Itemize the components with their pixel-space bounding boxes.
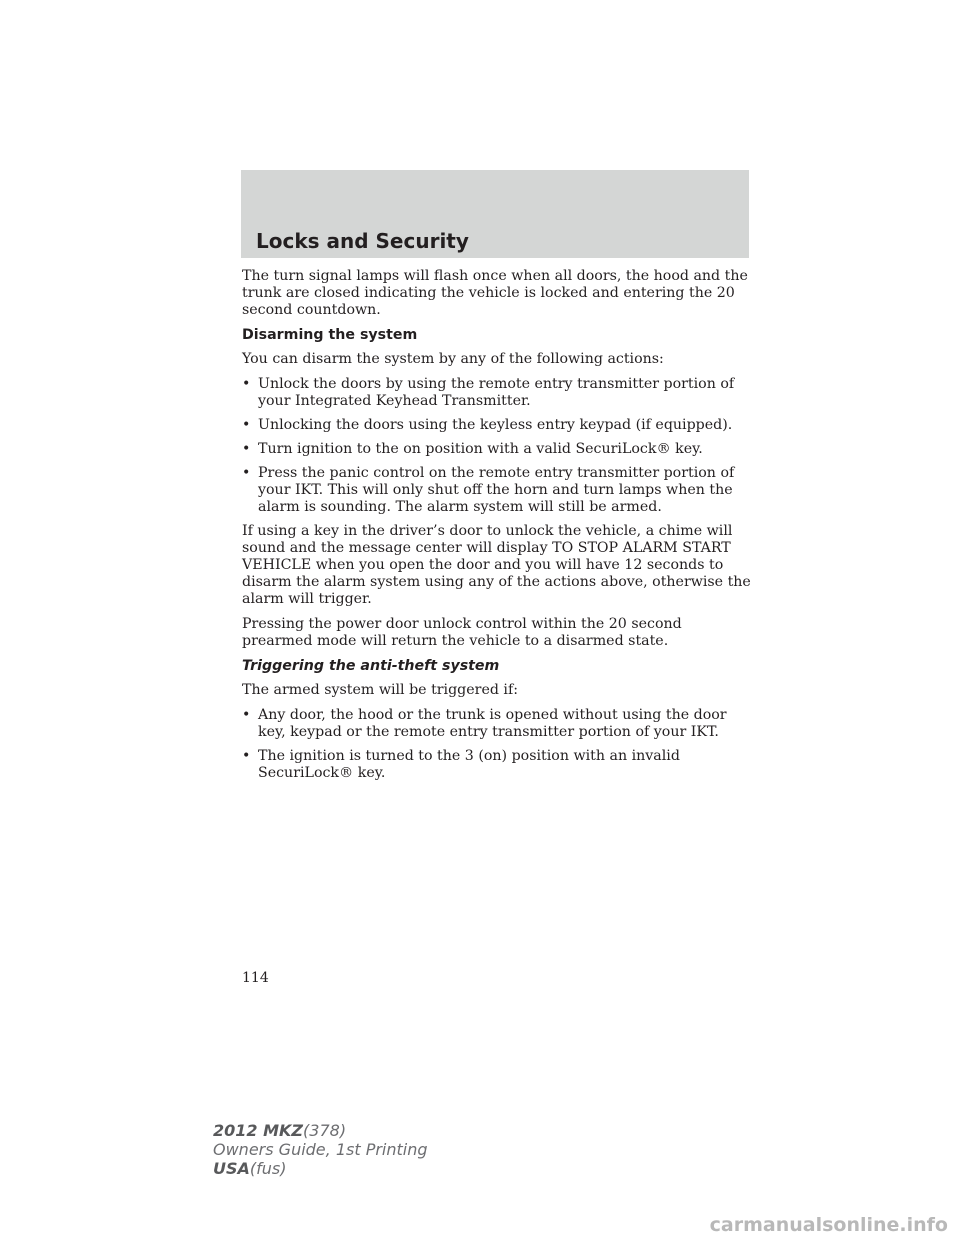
footer-line-1 bbox=[213, 1121, 428, 1140]
footer-line-2: Owners Guide, 1st Printing bbox=[213, 1140, 428, 1159]
footer-market: USA bbox=[213, 1159, 250, 1178]
disarm-bullet-text: Unlock the doors by using the remote entry transmitter portion of your Integrated Keyhead Transmitter. bbox=[258, 376, 735, 409]
footer-line-3 bbox=[213, 1159, 428, 1178]
print-footer bbox=[213, 1121, 428, 1178]
disarm-bullet-text: Press the panic control on the remote entry transmitter portion of your IKT. This will only shut off the horn and turn lamps when the alarm is sounding. The alarm system will still be armed. bbox=[258, 465, 735, 515]
trigger-bullet-item bbox=[242, 748, 754, 782]
footer-model: 2012 MKZ bbox=[213, 1121, 304, 1140]
disarm-heading: Disarming the system bbox=[242, 327, 418, 343]
bullet-icon: • bbox=[242, 441, 251, 457]
bullet-icon: • bbox=[242, 748, 251, 764]
disarm-bullet-item bbox=[242, 441, 754, 458]
page-content bbox=[242, 268, 754, 789]
disarm-bullet-text: Unlocking the doors using the keyless entry keypad (if equipped). bbox=[258, 417, 733, 433]
trigger-bullet-text: Any door, the hood or the trunk is opened without using the door key, keypad or the remote entry transmitter portion of your IKT. bbox=[258, 707, 727, 740]
page-number: 114 bbox=[242, 970, 269, 986]
bullet-icon: • bbox=[242, 465, 251, 481]
disarm-bullet-text: Turn ignition to the on position with a valid SecuriLock® key. bbox=[258, 441, 703, 457]
intro-paragraph: The turn signal lamps will flash once when all doors, the hood and the trunk are closed indicating the vehicle is locked and entering the 20 second countdown. bbox=[242, 268, 748, 318]
disarm-bullet-item bbox=[242, 376, 754, 410]
trigger-intro: The armed system will be triggered if: bbox=[242, 682, 518, 698]
bullet-icon: • bbox=[242, 417, 251, 433]
footer-market-code: (fus) bbox=[249, 1159, 287, 1178]
section-header-band bbox=[241, 170, 749, 258]
disarm-bullet-item bbox=[242, 417, 754, 434]
footer-model-code: (378) bbox=[303, 1121, 347, 1140]
key-paragraph: If using a key in the driver’s door to unlock the vehicle, a chime will sound and the message center will display TO STOP ALARM START VEHICLE when you open the door and you will have 12 seconds to disarm the alarm system using any of the actions above, otherwise the alarm will trigger. bbox=[242, 523, 751, 607]
disarm-intro: You can disarm the system by any of the following actions: bbox=[242, 351, 664, 367]
trigger-bullet-text: The ignition is turned to the 3 (on) position with an invalid SecuriLock® key. bbox=[258, 748, 680, 781]
disarm-bullet-item bbox=[242, 465, 754, 516]
trigger-bullet-item bbox=[242, 707, 754, 741]
watermark: carmanualsonline.info bbox=[709, 1214, 948, 1236]
trigger-heading: Triggering the anti-theft system bbox=[242, 658, 500, 674]
section-title: Locks and Security bbox=[256, 229, 469, 253]
bullet-icon: • bbox=[242, 707, 251, 723]
prearmed-paragraph: Pressing the power door unlock control within the 20 second prearmed mode will return the vehicle to a disarmed state. bbox=[242, 616, 682, 649]
bullet-icon: • bbox=[242, 376, 251, 392]
